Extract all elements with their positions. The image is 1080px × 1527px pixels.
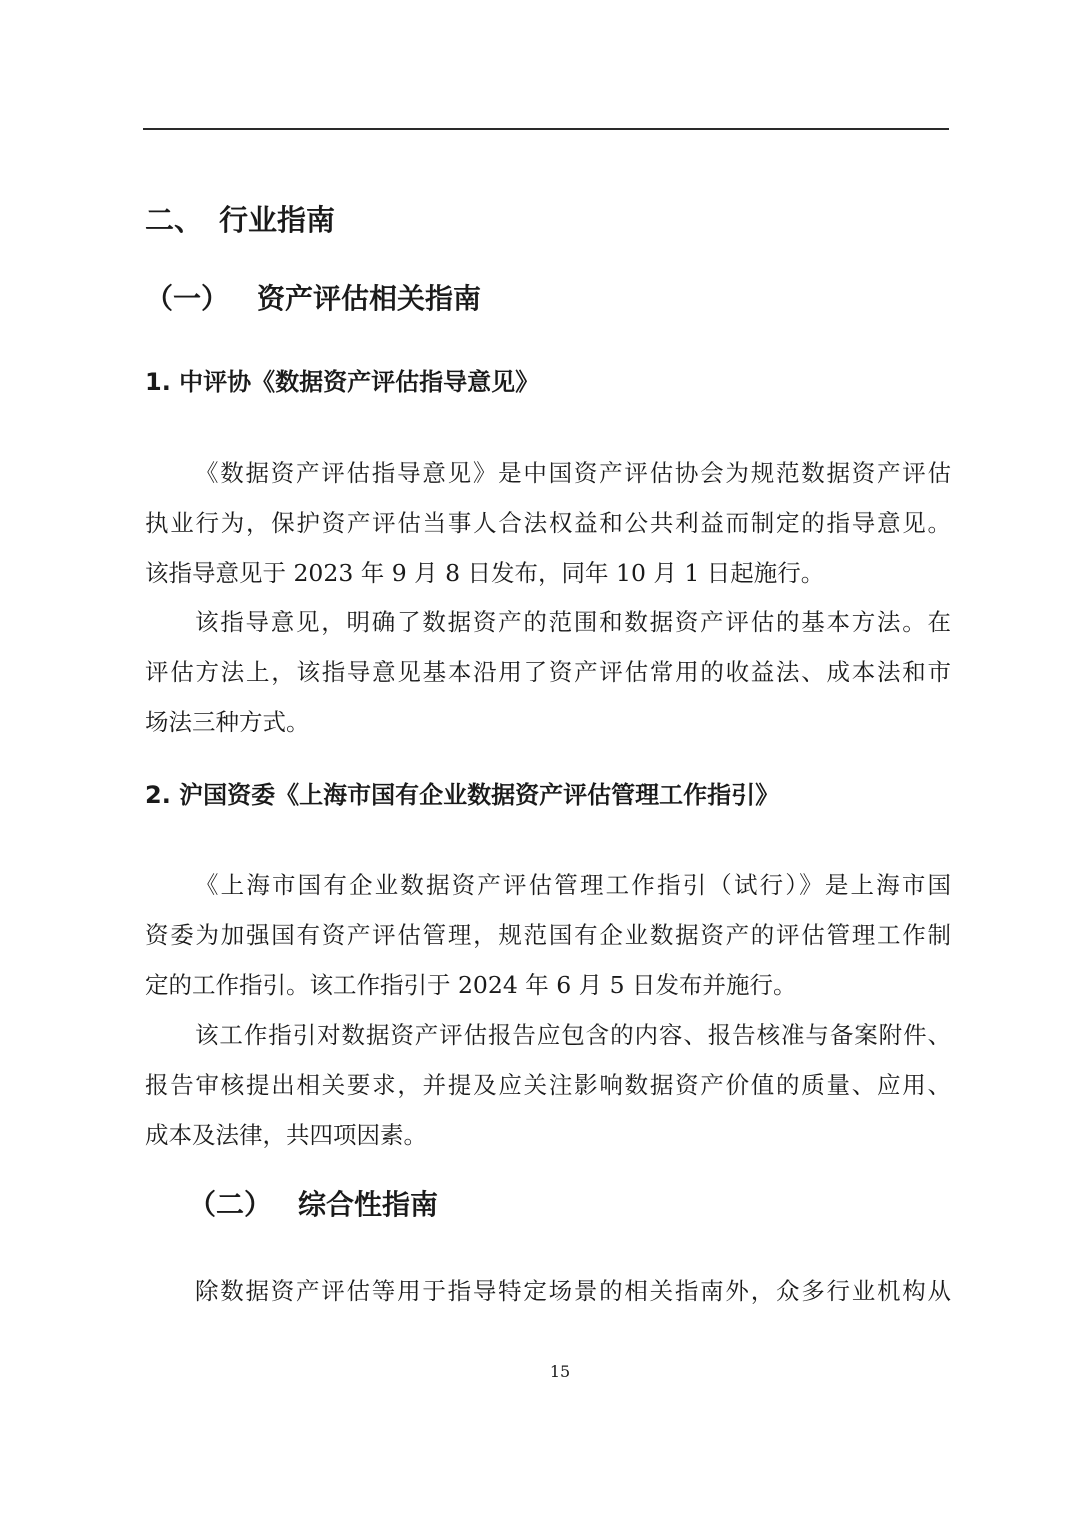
section-comprehensive-guides	[188, 1182, 438, 1228]
section-number: （二）	[188, 1188, 273, 1221]
paragraph-line: 评估方法上，该指导意见基本沿用了资产评估常用的收益法、成本法和市	[145, 658, 951, 686]
paragraph-line: 该工作指引对数据资产评估报告应包含的内容、报告核准与备案附件、	[195, 1021, 951, 1049]
paragraph-line: 定的工作指引。该工作指引于 2024 年 6 月 5 日发布并施行。	[145, 971, 797, 999]
section-title: 综合性指南	[298, 1188, 439, 1221]
header-rule	[143, 128, 949, 130]
item-heading-shanghai-sasac-guideline: 2. 沪国资委《上海市国有企业数据资产评估管理工作指引》	[145, 781, 780, 809]
paragraph-line: 该指导意见于 2023 年 9 月 8 日发布，同年 10 月 1 日起施行。	[145, 559, 825, 587]
paragraph-line: 场法三种方式。	[145, 708, 310, 736]
paragraph	[145, 597, 951, 747]
paragraph	[145, 448, 951, 598]
paragraph-line: 执业行为，保护资产评估当事人合法权益和公共利益而制定的指导意见。	[145, 509, 951, 537]
paragraph-line: 《数据资产评估指导意见》是中国资产评估协会为规范数据资产评估	[195, 459, 951, 487]
heading-title: 行业指南	[219, 203, 336, 237]
paragraph-line: 资委为加强国有资产评估管理，规范国有企业数据资产的评估管理工作制	[145, 921, 951, 949]
paragraph	[145, 860, 951, 1010]
paragraph	[145, 1010, 951, 1160]
section-title: 资产评估相关指南	[257, 282, 482, 315]
paragraph-line: 成本及法律，共四项因素。	[145, 1121, 427, 1149]
paragraph-line: 《上海市国有企业数据资产评估管理工作指引（试行）》是上海市国	[195, 871, 951, 899]
heading-number: 二、	[145, 203, 204, 237]
heading-industry-guides	[145, 196, 335, 244]
paragraph-line: 该指导意见，明确了数据资产的范围和数据资产评估的基本方法。在	[195, 608, 951, 636]
paragraph-line: 除数据资产评估等用于指导特定场景的相关指南外，众多行业机构从	[195, 1277, 951, 1305]
page-number: 15	[549, 1362, 571, 1381]
item-heading-cas-guidance: 1. 中评协《数据资产评估指导意见》	[145, 368, 540, 396]
section-number: （一）	[145, 282, 230, 315]
paragraph	[145, 1266, 951, 1316]
section-asset-appraisal-guides	[145, 276, 481, 322]
paragraph-line: 报告审核提出相关要求，并提及应关注影响数据资产价值的质量、应用、	[145, 1071, 951, 1099]
